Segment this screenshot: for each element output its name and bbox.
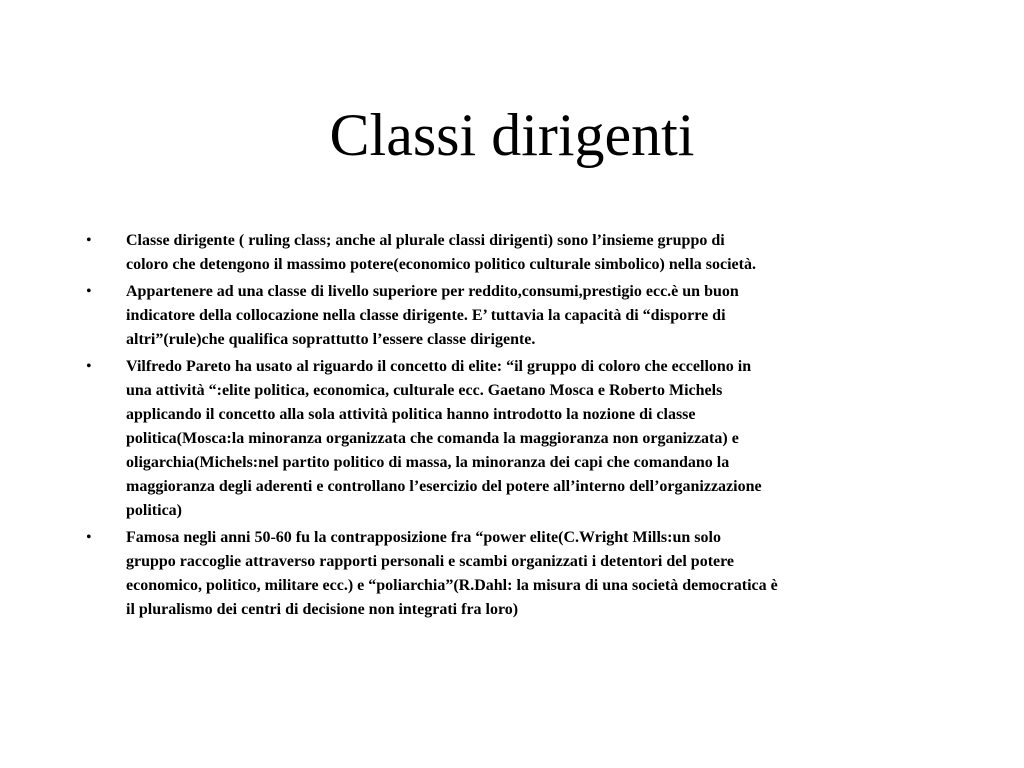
bullet-item xyxy=(86,280,946,352)
bullet-item xyxy=(86,355,946,523)
bullet-text-line: economico, politico, militare ecc.) e “poliarchia”(R.Dahl: la misura di una società democratica è xyxy=(126,577,778,594)
bullet-text-line: indicatore della collocazione nella classe dirigente. E’ tuttavia la capacità di “disporre di xyxy=(126,307,726,324)
bullet-text-line: maggioranza degli aderenti e controllano l’esercizio del potere all’interno dell’organizzazione xyxy=(126,478,762,495)
bullet-item xyxy=(86,526,946,622)
bullet-text-line: oligarchia(Michels:nel partito politico di massa, la minoranza dei capi che comandano la xyxy=(126,454,730,471)
bullet-icon: • xyxy=(86,358,92,375)
bullet-item xyxy=(86,229,946,277)
slide-title: Classi dirigenti xyxy=(329,102,695,168)
bullet-text-line: il pluralismo dei centri di decisione non integrati fra loro) xyxy=(126,601,519,618)
bullet-icon: • xyxy=(86,529,92,546)
bullet-text-line: politica) xyxy=(126,502,182,519)
bullet-text-line: Classe dirigente ( ruling class; anche al plurale classi dirigenti) sono l’insieme gruppo di xyxy=(126,232,725,249)
bullet-text-line: gruppo raccoglie attraverso rapporti personali e scambi organizzati i detentori del potere xyxy=(126,553,735,570)
bullet-text-line: coloro che detengono il massimo potere(economico politico culturale simbolico) nella società. xyxy=(126,256,756,273)
bullet-text-line: applicando il concetto alla sola attività politica hanno introdotto la nozione di classe xyxy=(126,406,696,423)
bullet-icon: • xyxy=(86,283,92,300)
bullet-text-line: Vilfredo Pareto ha usato al riguardo il concetto di elite: “il gruppo di coloro che eccellono in xyxy=(126,358,752,375)
bullet-list xyxy=(86,229,946,625)
bullet-text-line: Appartenere ad una classe di livello superiore per reddito,consumi,prestigio ecc.è un buon xyxy=(126,283,739,300)
bullet-text-line: Famosa negli anni 50-60 fu la contrapposizione fra “power elite(C.Wright Mills:un solo xyxy=(126,529,721,546)
bullet-icon: • xyxy=(86,232,92,249)
bullet-text-line: una attività “:elite politica, economica, culturale ecc. Gaetano Mosca e Roberto Michels xyxy=(126,382,723,399)
bullet-text-line: altri”(rule)che qualifica soprattutto l’essere classe dirigente. xyxy=(126,331,536,348)
bullet-text-line: politica(Mosca:la minoranza organizzata che comanda la maggioranza non organizzata) e xyxy=(126,430,739,447)
